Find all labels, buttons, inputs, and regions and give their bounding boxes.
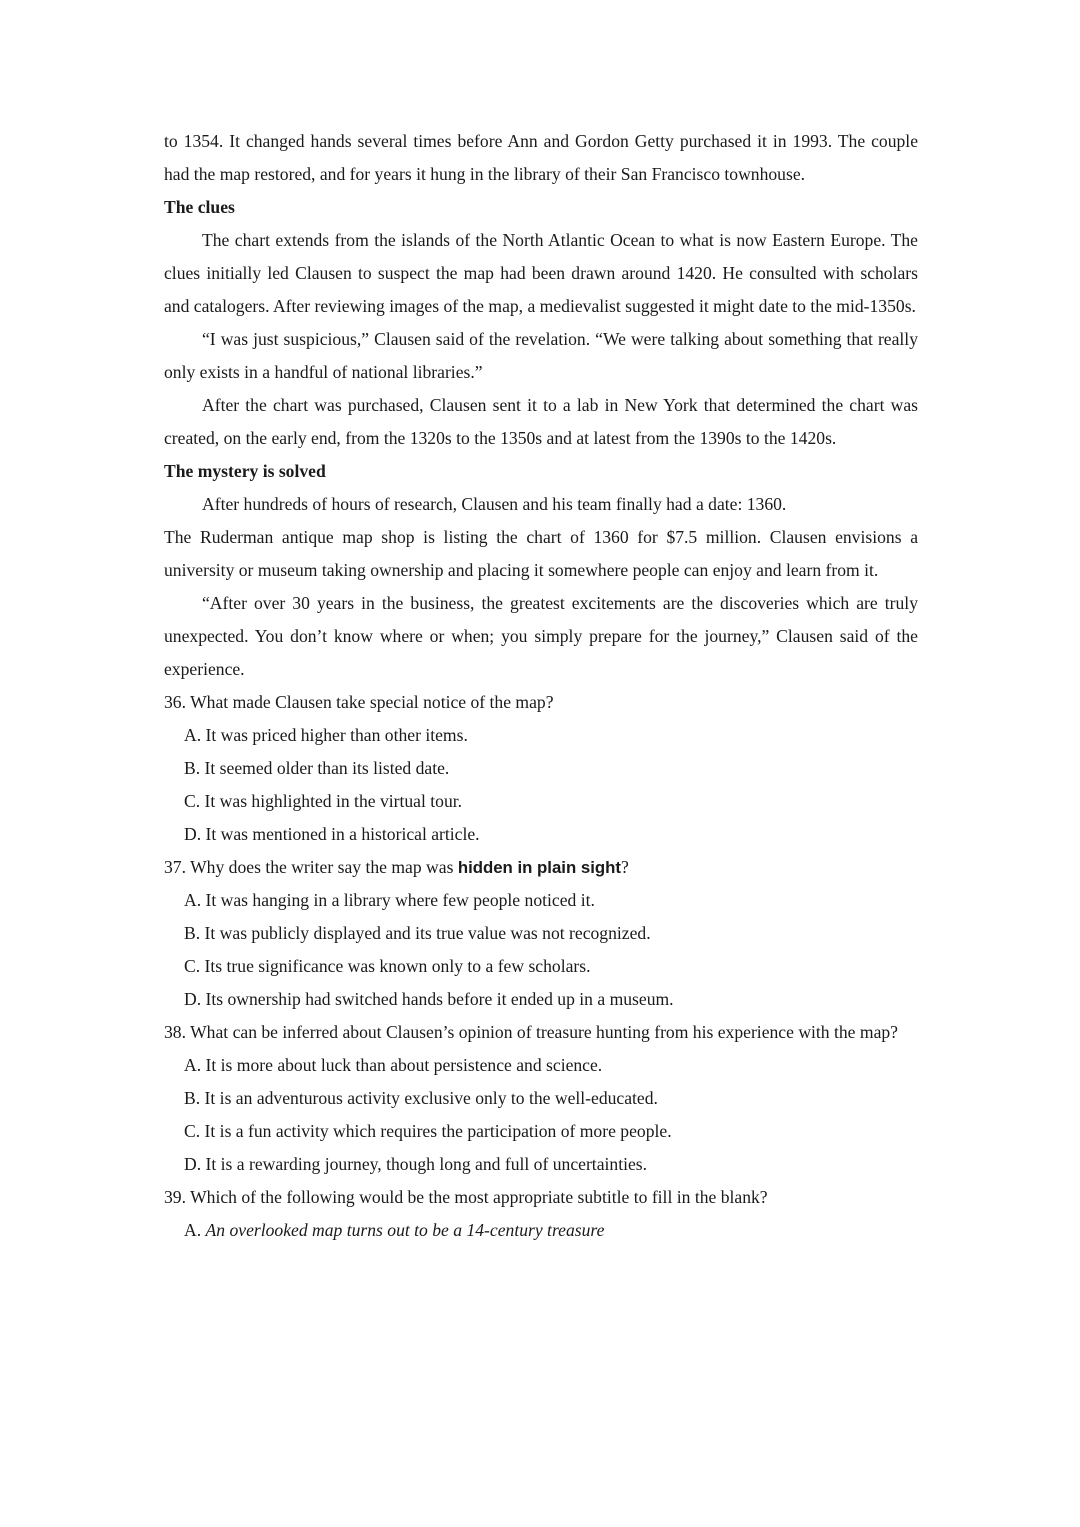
question-38-option-b: B. It is an adventurous activity exclusive only to the well-educated. (184, 1088, 658, 1108)
question-39-option-a (164, 1214, 918, 1247)
question-39 (164, 1181, 918, 1247)
clues-paragraph-3: After the chart was purchased, Clausen sent it to a lab in New York that determined the chart was created, on the early end, from the 1320s to the 1350s and at latest from the 1390s to the 1420s. (164, 395, 918, 448)
question-39-option-a-prefix: A. (184, 1220, 206, 1240)
document-page (164, 125, 918, 1247)
question-38-option-d: D. It is a rewarding journey, though long and full of uncertainties. (184, 1154, 648, 1174)
question-37-stem-bold: hidden in plain sight (457, 858, 621, 877)
question-38-option-c: C. It is a fun activity which requires the participation of more people. (184, 1121, 672, 1141)
section-heading-clues: The clues (164, 197, 235, 217)
question-37-option-d: D. Its ownership had switched hands before it ended up in a museum. (184, 989, 674, 1009)
question-36 (164, 686, 918, 851)
intro-paragraph: to 1354. It changed hands several times before Ann and Gordon Getty purchased it in 1993. The couple had the map restored, and for years it hung in the library of their San Francisco townhouse. (164, 131, 918, 184)
question-37 (164, 851, 918, 1016)
question-36-option-c: C. It was highlighted in the virtual tour. (184, 791, 463, 811)
solved-paragraph-1: After hundreds of hours of research, Clausen and his team finally had a date: 1360. (202, 494, 787, 514)
question-37-option-b: B. It was publicly displayed and its true value was not recognized. (184, 923, 651, 943)
question-36-option-d: D. It was mentioned in a historical article. (184, 824, 480, 844)
question-38-option-a: A. It is more about luck than about persistence and science. (184, 1055, 603, 1075)
question-37-option-a: A. It was hanging in a library where few people noticed it. (184, 890, 595, 910)
question-39-option-a-text: An overlooked map turns out to be a 14-century treasure (205, 1220, 605, 1240)
solved-paragraph-2: The Ruderman antique map shop is listing the chart of 1360 for $7.5 million. Clausen envisions a university or museum taking ownership and placing it somewhere people can enjoy and learn from it. (164, 527, 918, 580)
question-37-option-c: C. Its true significance was known only to a few scholars. (184, 956, 591, 976)
question-36-stem: 36. What made Clausen take special notice of the map? (164, 692, 554, 712)
question-38-stem: 38. What can be inferred about Clausen’s opinion of treasure hunting from his experience with the map? (164, 1022, 898, 1042)
question-38 (164, 1016, 918, 1181)
clues-paragraph-2: “I was just suspicious,” Clausen said of the revelation. “We were talking about something that really only exists in a handful of national libraries.” (164, 329, 918, 382)
clues-paragraph-1: The chart extends from the islands of the North Atlantic Ocean to what is now Eastern Europe. The clues initially led Clausen to suspect the map had been drawn around 1420. He consulted with scholars and catalogers. After reviewing images of the map, a medievalist suggested it might date to the mid-1350s. (164, 230, 918, 316)
question-37-stem-before: 37. Why does the writer say the map was (164, 857, 458, 877)
question-37-stem (164, 851, 918, 884)
question-36-option-b: B. It seemed older than its listed date. (184, 758, 450, 778)
solved-paragraph-3: “After over 30 years in the business, the greatest excitements are the discoveries which are truly unexpected. You don’t know where or when; you simply prepare for the journey,” Clausen said of the experience. (164, 593, 918, 679)
question-37-stem-after: ? (620, 857, 629, 877)
question-39-stem: 39. Which of the following would be the most appropriate subtitle to fill in the blank? (164, 1187, 768, 1207)
section-heading-solved: The mystery is solved (164, 461, 326, 481)
question-36-option-a: A. It was priced higher than other items. (184, 725, 468, 745)
